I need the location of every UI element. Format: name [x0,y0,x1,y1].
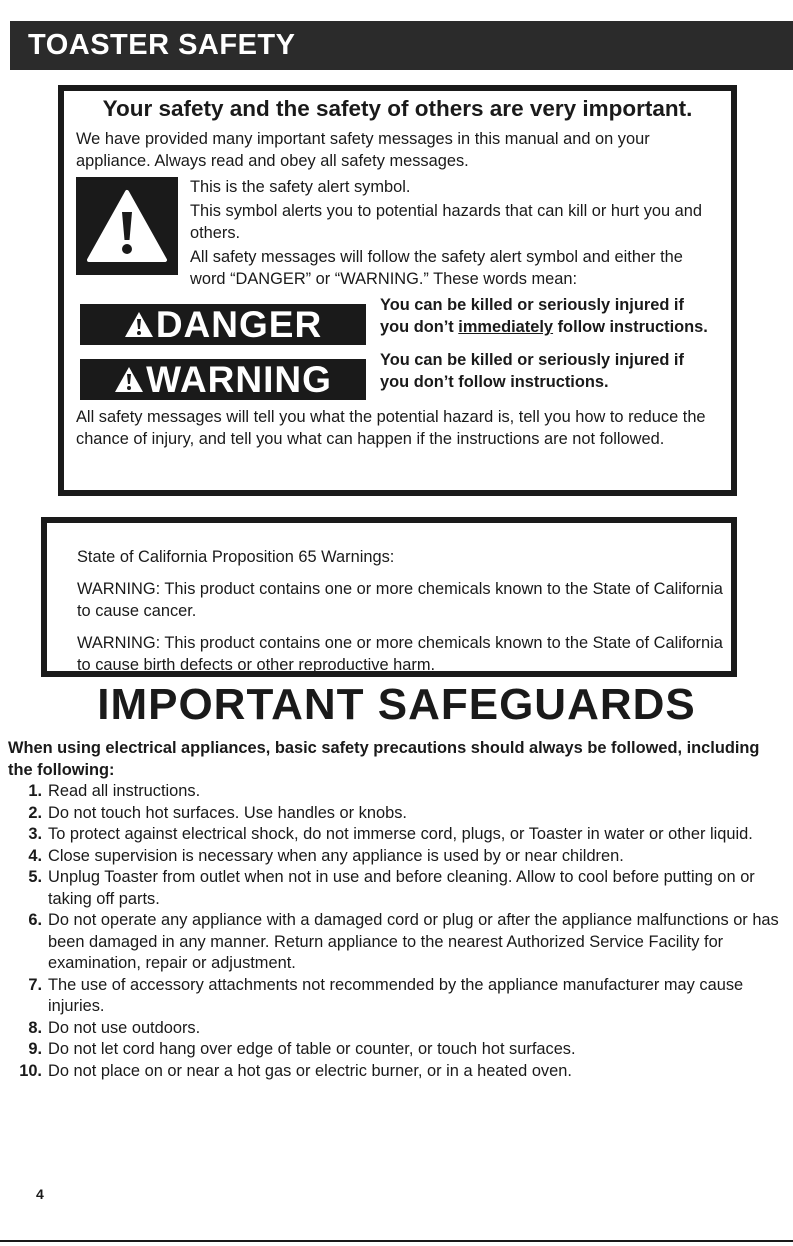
danger-meaning [380,294,710,338]
item-number: 8. [28,1018,42,1037]
item-number: 9. [28,1040,42,1058]
list-item [8,803,788,825]
safety-closing: All safety messages will tell you what the potential hazard is, tell you how to reduce the chance of injury, and tell you what can happen if the instructions are not followed. [76,408,706,448]
safeguards-intro: When using electrical appliances, basic safety precautions should always be followed, including the following: [8,739,760,779]
item-text: Do not place on or near a hot gas or electric burner, or in a heated oven. [48,1061,572,1080]
item-text: The use of accessory attachments not recommended by the appliance manufacturer may cause injuries. [48,975,744,1015]
warning-alert-icon [114,366,144,393]
list-item [8,824,788,846]
danger-text-after: follow instructions. [553,318,708,336]
danger-text-before: You can be killed or seriously injured if you don’t [380,296,684,336]
list-item [8,1061,788,1083]
item-text: Unplug Toaster from outlet when not in use and before cleaning. Allow to cool before putting on or taking off parts. [48,868,755,908]
item-number: 10. [19,1061,42,1080]
section-title: TOASTER SAFETY [28,29,296,61]
list-item [8,1018,788,1040]
item-number: 7. [28,975,42,994]
danger-word: DANGER [155,303,323,345]
prop65-warning-reproductive: WARNING: This product contains one or more chemicals known to the State of California to cause birth defects or other reproductive harm. [77,634,723,674]
item-number: 3. [28,825,42,843]
item-number: 5. [28,868,42,886]
alert-symbol-row [76,176,719,292]
item-text: To protect against electrical shock, do not immerse cord, plugs, or Toaster in water or other liquid. [48,825,753,843]
list-item [8,867,788,910]
warning-word: WARNING [146,358,332,400]
bottom-rule [0,1240,793,1242]
prop65-warning-cancer: WARNING: This product contains one or more chemicals known to the State of California to cause cancer. [77,580,723,620]
item-text: Do not use outdoors. [48,1018,201,1037]
safeguards-title: IMPORTANT SAFEGUARDS [97,680,696,729]
item-text: Do not let cord hang over edge of table or counter, or touch hot surfaces. [48,1040,576,1058]
danger-alert-icon [124,311,154,338]
item-text: Do not operate any appliance with a damaged cord or plug or after the appliance malfunctions or has been damaged in any manner. Return appliance to the nearest Authorized Service Facility for examination, repair or adjustment. [48,911,779,972]
item-text: Read all instructions. [48,782,201,800]
alert-line-3: All safety messages will follow the safety alert symbol and either the word “DANGER” or “WARNING.” These words mean: [190,248,683,288]
warning-meaning: You can be killed or seriously injured if you don’t follow instructions. [380,351,684,391]
alert-line-1: This is the safety alert symbol. [190,178,411,196]
list-item [8,846,788,868]
item-text: Do not touch hot surfaces. Use handles or knobs. [48,803,407,822]
alert-line-2: This symbol alerts you to potential hazards that can kill or hurt you and others. [190,202,703,242]
safety-heading: Your safety and the safety of others are very important. [102,96,693,121]
item-number: 4. [28,846,42,865]
safety-alert-triangle-icon [76,177,178,275]
danger-row [80,294,719,345]
warning-label [80,359,366,400]
item-number: 6. [28,911,42,929]
safety-messages-box [58,85,737,496]
prop65-box [41,517,737,677]
item-number: 2. [28,803,42,822]
page-number: 4 [36,1186,44,1202]
list-item [8,910,788,975]
danger-label [80,304,366,345]
item-number: 1. [28,782,42,800]
safeguards-list [8,781,788,1082]
list-item [8,781,788,803]
danger-text-emphasis: immediately [458,318,554,336]
prop65-title: State of California Proposition 65 Warnings: [77,548,395,566]
list-item [8,1039,788,1061]
section-banner [10,21,793,70]
safety-intro: We have provided many important safety messages in this manual and on your appliance. Always read and obey all safety messages. [76,130,650,170]
list-item [8,975,788,1018]
alert-symbol-description [190,176,719,292]
item-text: Close supervision is necessary when any appliance is used by or near children. [48,846,624,865]
warning-row [80,349,719,400]
